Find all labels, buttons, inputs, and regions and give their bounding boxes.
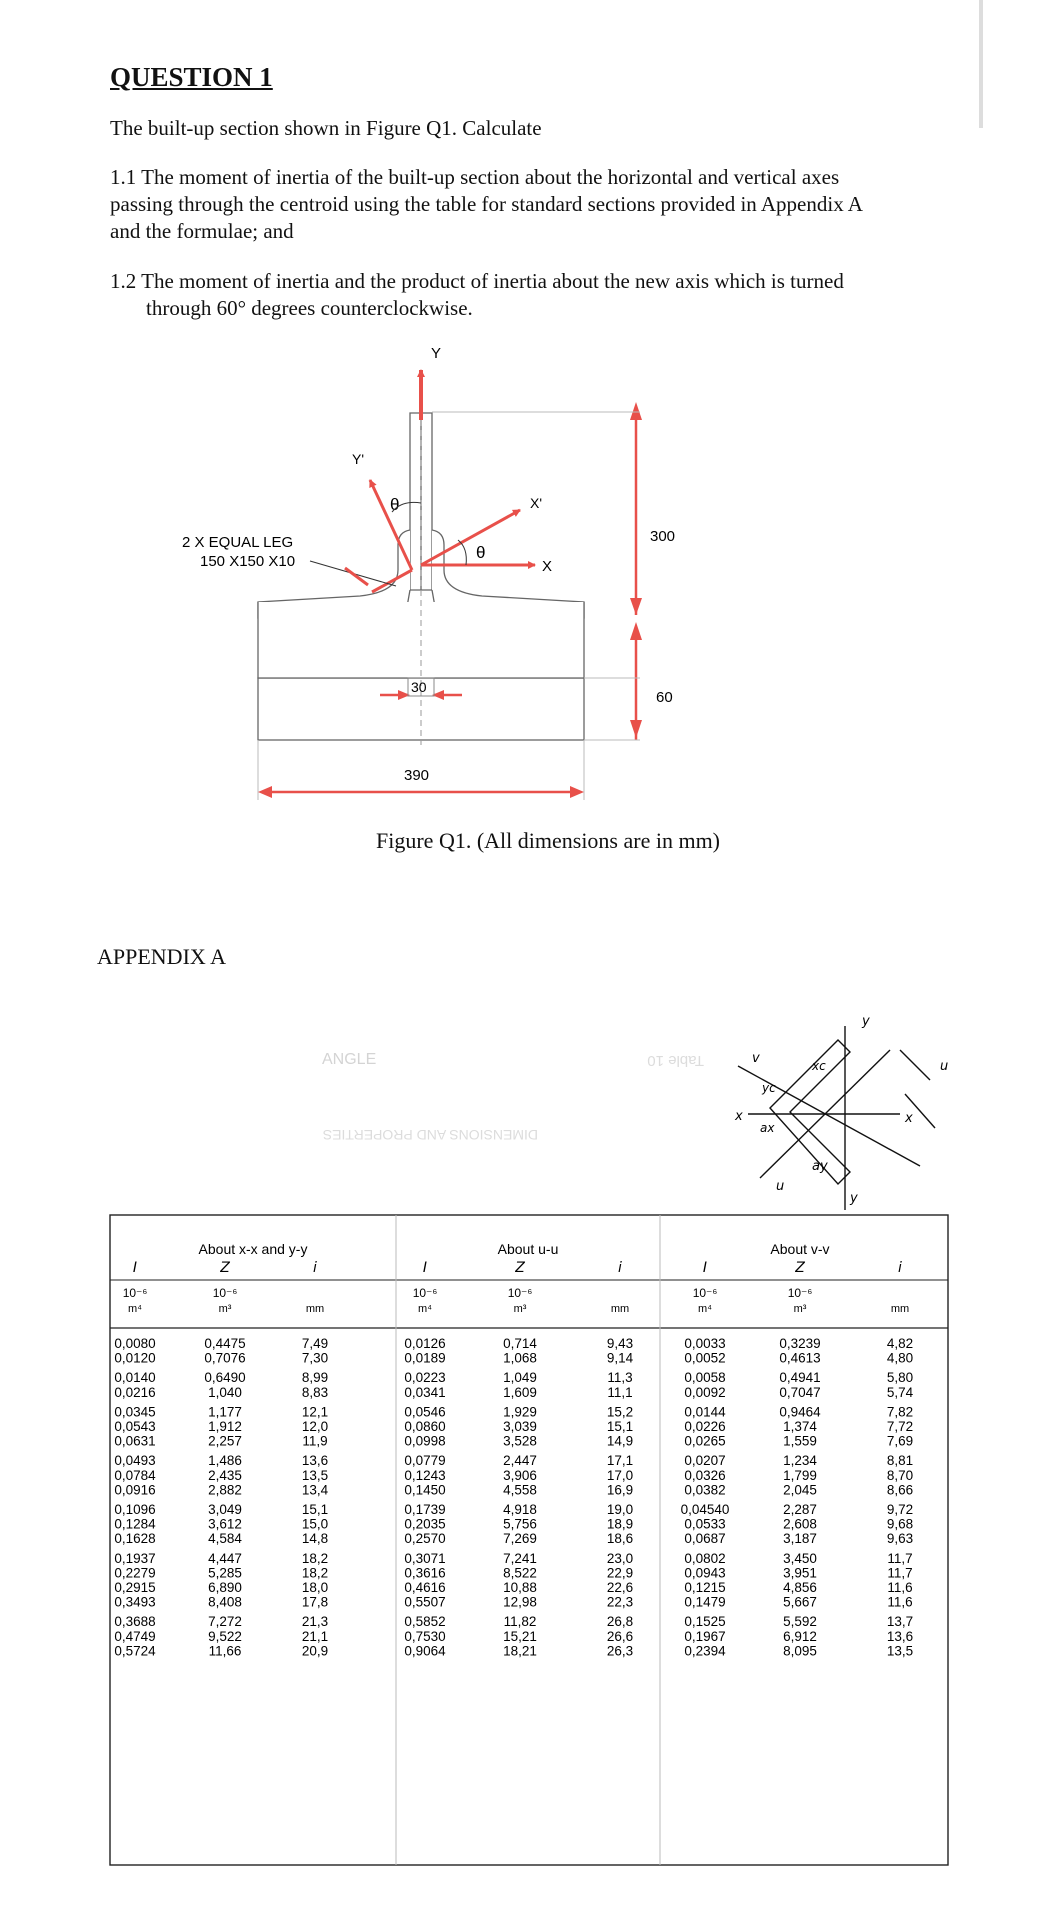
table-cell: 13,4 (301, 1482, 329, 1498)
table-cell: 0,4475 (204, 1336, 246, 1351)
table-cell: 1,234 (783, 1453, 817, 1469)
table-cell: 1,609 (503, 1384, 537, 1400)
table-cell: 21,3 (301, 1614, 329, 1630)
col-symbol: i (898, 1260, 902, 1276)
col-unit: m⁴ (698, 1303, 712, 1315)
table-cell: 9,43 (606, 1336, 634, 1351)
table-cell: 0,0493 (114, 1453, 156, 1469)
col-unit-scale: 10⁻⁶ (787, 1286, 813, 1300)
col-unit: mm (890, 1303, 910, 1315)
col-unit: m³ (218, 1303, 232, 1315)
figure-caption: Figure Q1. (All dimensions are in mm) (376, 828, 721, 853)
table-cell: 15,0 (301, 1516, 329, 1532)
y-prime-arrow (370, 480, 412, 570)
table-cell: 0,9464 (779, 1404, 821, 1420)
table-cell: 26,3 (606, 1643, 634, 1659)
table-cell: 3,187 (783, 1531, 817, 1547)
col-unit-scale: 10⁻⁶ (212, 1286, 238, 1300)
table-cell: 12,0 (301, 1419, 329, 1434)
table-cell: 18,9 (606, 1516, 634, 1532)
table-cell: 8,66 (886, 1482, 914, 1498)
table-cell: 18,2 (301, 1550, 329, 1566)
table-cell: 0,7530 (404, 1628, 446, 1644)
table-cell: 14,9 (606, 1433, 634, 1449)
table-cell: 0,4749 (114, 1628, 156, 1644)
item-2-line-1: 1.2 The moment of inertia and the product of inertia about the new axis which is turned (110, 269, 844, 293)
diagram-label-xc: xc (812, 1059, 826, 1073)
table-cell: 0,5852 (404, 1614, 446, 1630)
table-cell: 13,7 (886, 1614, 914, 1630)
table-cell: 4,558 (503, 1482, 537, 1498)
table-cell: 11,6 (887, 1594, 913, 1610)
table-cell: 21,1 (301, 1628, 329, 1644)
diagram-label-yc: yc (762, 1081, 776, 1095)
leg-label-1: 2 X EQUAL LEG (182, 534, 294, 551)
table-cell: 0,0860 (404, 1419, 446, 1434)
table-cell: 26,6 (606, 1628, 634, 1644)
table-cell: 10,88 (503, 1580, 537, 1595)
label-y-prime: Y' (352, 451, 365, 467)
table-cell: 0,0943 (684, 1565, 726, 1581)
dim-300-label: 300 (650, 528, 676, 545)
table-cell: 0,0543 (114, 1419, 156, 1434)
table-cell: 15,21 (503, 1628, 537, 1644)
table-cell: 0,0546 (404, 1404, 446, 1420)
table-cell: 3,049 (208, 1502, 242, 1517)
table-cell: 0,4613 (779, 1350, 821, 1366)
diagram-label-u: u (776, 1179, 785, 1194)
table-cell: 0,0998 (404, 1433, 446, 1449)
table-cell: 6,890 (208, 1580, 242, 1595)
table-cell: 4,856 (783, 1580, 817, 1595)
col-symbol: I (702, 1260, 708, 1276)
table-cell: 0,0189 (404, 1350, 446, 1366)
table-cell: 17,1 (606, 1453, 634, 1469)
table-cell: 1,912 (208, 1419, 242, 1434)
col-unit-scale: 10⁻⁶ (122, 1286, 148, 1300)
diagram-label-v: v (752, 1051, 760, 1066)
col-unit-scale: 10⁻⁶ (412, 1286, 438, 1300)
group-header-uu: About u-u (497, 1241, 559, 1257)
ghost-text-3: Table 10 (647, 1052, 704, 1069)
table-cell: 19,0 (606, 1502, 634, 1517)
table-cell: 0,0533 (684, 1516, 726, 1532)
table-cell: 2,435 (208, 1467, 242, 1483)
table-cell: 6,912 (783, 1628, 817, 1644)
diagram-label-u-top: u (940, 1059, 949, 1074)
table-cell: 12,98 (503, 1594, 537, 1610)
table-cell: 0,0092 (684, 1384, 726, 1400)
item-2-line-2: through 60° degrees counterclockwise. (146, 296, 473, 320)
group-header-vv: About v-v (770, 1241, 830, 1257)
table-cell: 0,0631 (114, 1433, 156, 1449)
table-cell: 15,1 (606, 1419, 634, 1434)
table-cell: 5,74 (886, 1384, 914, 1400)
table-cell: 0,1937 (114, 1550, 156, 1566)
table-cell: 0,0802 (684, 1550, 726, 1566)
table-cell: 4,447 (208, 1550, 242, 1566)
table-cell: 2,882 (208, 1482, 242, 1498)
col-symbol: i (313, 1260, 317, 1276)
dim-60-label: 60 (656, 689, 673, 706)
group-header-xy: About x-x and y-y (198, 1241, 308, 1257)
table-cell: 0,2915 (114, 1580, 156, 1595)
table-cell: 0,1967 (684, 1628, 726, 1644)
table-cell: 20,9 (301, 1643, 329, 1659)
table-cell: 23,0 (606, 1550, 634, 1566)
table-cell: 2,045 (783, 1482, 817, 1498)
table-cell: 0,0140 (114, 1370, 156, 1386)
item-1-line-3: and the formulae; and (110, 219, 294, 243)
table-cell: 0,1525 (684, 1614, 726, 1630)
table-cell: 3,450 (783, 1550, 817, 1566)
dim-30-label: 30 (411, 679, 427, 695)
table-cell: 7,49 (301, 1336, 329, 1351)
table-cell: 0,3071 (404, 1550, 446, 1566)
table-cell: 1,486 (208, 1453, 242, 1469)
diagram-label-x: x (735, 1109, 743, 1124)
label-x-prime: X' (530, 495, 543, 511)
table-cell: 0,0341 (404, 1384, 446, 1400)
table-cell: 8,522 (503, 1565, 537, 1581)
table-cell: 1,559 (783, 1433, 817, 1449)
col-unit-scale: 10⁻⁶ (507, 1286, 533, 1300)
table-cell: 14,8 (301, 1531, 329, 1547)
table-cell: 9,68 (886, 1516, 914, 1532)
table-cell: 13,5 (886, 1643, 914, 1659)
table-cell: 0,2394 (684, 1643, 726, 1659)
col-unit-scale: 10⁻⁶ (692, 1286, 718, 1300)
col-unit: m⁴ (128, 1303, 142, 1315)
table-cell: 0,0784 (114, 1467, 156, 1483)
diagram-label-ay: ay (812, 1159, 828, 1174)
table-cell: 8,83 (301, 1384, 329, 1400)
table-cell: 8,095 (783, 1643, 817, 1659)
diagram-label-y-top: y (862, 1014, 870, 1029)
table-cell: 18,21 (503, 1643, 537, 1659)
col-unit: mm (610, 1303, 630, 1315)
table-cell: 4,80 (886, 1350, 914, 1366)
table-cell: 0,0207 (684, 1453, 726, 1469)
question-item-2 (110, 268, 990, 322)
diagram-label-y-bottom: y (850, 1191, 858, 1206)
table-cell: 22,3 (606, 1594, 634, 1610)
ghost-text-2: DIMENSIONS AND PROPERTIES (322, 1127, 538, 1143)
table-cell: 0,2570 (404, 1531, 446, 1547)
table-cell: 0,0120 (114, 1350, 156, 1366)
table-cell: 0,7076 (204, 1350, 246, 1366)
scrollbar[interactable] (979, 0, 983, 128)
table-cell: 0,0052 (684, 1350, 726, 1366)
table-cell: 1,177 (208, 1404, 242, 1420)
table-cell: 7,82 (886, 1404, 914, 1420)
table-cell: 11,1 (607, 1384, 633, 1400)
table-cell: 8,408 (208, 1594, 242, 1610)
table-cell: 9,72 (886, 1502, 914, 1517)
table-cell: 0,1096 (114, 1502, 156, 1517)
table-cell: 0,0265 (684, 1433, 726, 1449)
table-cell: 11,7 (887, 1565, 913, 1581)
table-cell: 16,9 (606, 1482, 634, 1498)
table-cell: 0,0687 (684, 1531, 726, 1547)
item-1-line-1: 1.1 The moment of inertia of the built-up section about the horizontal and vertical axes (110, 165, 840, 189)
table-cell: 0,2035 (404, 1516, 446, 1532)
table-cell: 8,70 (886, 1467, 914, 1483)
table-cell: 9,522 (208, 1628, 242, 1644)
table-cell: 7,69 (886, 1433, 914, 1449)
diagram-label-ax: ax (760, 1121, 775, 1135)
table-cell: 0,5724 (114, 1643, 156, 1659)
table-cell: 3,906 (503, 1467, 537, 1483)
table-cell: 0,1628 (114, 1531, 156, 1547)
table-cell: 1,929 (503, 1404, 537, 1420)
table-cell: 7,241 (503, 1550, 537, 1566)
table-cell: 11,66 (208, 1643, 242, 1659)
table-cell: 18,6 (606, 1531, 634, 1547)
table-cell: 0,3688 (114, 1614, 156, 1630)
table-cell: 0,0144 (684, 1404, 726, 1420)
table-cell: 5,285 (208, 1565, 242, 1581)
table-cell: 7,269 (503, 1531, 537, 1547)
appendix-title: APPENDIX A (97, 944, 226, 969)
table-cell: 2,447 (503, 1453, 537, 1469)
item-1-line-2: passing through the centroid using the table for standard sections provided in Appendix A (110, 192, 863, 216)
table-cell: 15,2 (606, 1404, 634, 1420)
table-cell: 5,80 (886, 1370, 914, 1386)
table-cell: 0,1284 (114, 1516, 156, 1532)
table-cell: 0,6490 (204, 1370, 246, 1386)
table-cell: 13,5 (301, 1467, 329, 1483)
table-cell: 4,82 (886, 1336, 914, 1351)
table-cell: 1,049 (503, 1370, 537, 1386)
table-cell: 11,82 (503, 1614, 537, 1630)
col-unit: m³ (513, 1303, 527, 1315)
table-cell: 0,3616 (404, 1565, 446, 1581)
dim-390-label: 390 (404, 767, 430, 784)
table-cell: 4,584 (208, 1531, 242, 1547)
col-symbol: Z (795, 1260, 805, 1276)
table-cell: 7,272 (208, 1614, 242, 1630)
table-cell: 0,0916 (114, 1482, 156, 1498)
table-cell: 0,0779 (404, 1453, 446, 1469)
table-cell: 0,1215 (684, 1580, 726, 1595)
table-cell: 0,0216 (114, 1384, 156, 1400)
table-cell: 13,6 (301, 1453, 329, 1469)
table-cell: 11,7 (887, 1550, 913, 1566)
table-cell: 11,9 (302, 1433, 328, 1449)
question-intro: The built-up section shown in Figure Q1. Calculate (110, 116, 542, 140)
figure-q1 (0, 340, 1056, 820)
table-cell: 2,608 (783, 1516, 817, 1532)
table-cell: 11,6 (887, 1580, 913, 1595)
table-cell: 1,374 (783, 1419, 817, 1434)
ghost-text-1: ANGLE (322, 1051, 377, 1068)
table-cell: 0,4616 (404, 1580, 446, 1595)
table-cell: 0,0382 (684, 1482, 726, 1498)
table-cell: 0,714 (503, 1336, 537, 1351)
table-cell: 0,3239 (779, 1336, 821, 1351)
col-symbol: Z (220, 1260, 230, 1276)
table-cell: 1,068 (503, 1350, 537, 1366)
table-cell: 0,0345 (114, 1404, 156, 1420)
table-cell: 17,8 (301, 1594, 329, 1610)
table-cell: 15,1 (301, 1502, 329, 1517)
diagram-label-x-right: x (905, 1111, 913, 1126)
table-cell: 0,3493 (114, 1594, 156, 1610)
table-cell: 1,040 (208, 1384, 242, 1400)
table-cell: 0,7047 (779, 1384, 821, 1400)
leg-label-2: 150 X150 X10 (200, 553, 296, 570)
question-item-1 (110, 164, 990, 245)
table-cell: 7,72 (886, 1419, 914, 1434)
table-cell: 0,1739 (404, 1502, 446, 1517)
table-cell: 0,0326 (684, 1467, 726, 1483)
table-cell: 11,3 (607, 1370, 633, 1386)
table-cell: 9,14 (606, 1350, 634, 1366)
table-cell: 22,6 (606, 1580, 634, 1595)
table-cell: 0,0126 (404, 1336, 446, 1351)
table-cell: 7,30 (301, 1350, 329, 1366)
label-y: Y (431, 345, 442, 362)
table-cell: 22,9 (606, 1565, 634, 1581)
theta-label-1: θ (390, 495, 400, 514)
table-cell: 3,039 (503, 1419, 537, 1434)
table-cell: 5,667 (783, 1594, 817, 1610)
table-cell: 0,04540 (680, 1502, 730, 1517)
table-cell: 18,0 (301, 1580, 329, 1595)
table-cell: 3,612 (208, 1516, 242, 1532)
table-cell: 0,5507 (404, 1594, 446, 1610)
table-cell: 0,4941 (779, 1370, 821, 1386)
table-cell: 13,6 (886, 1628, 914, 1644)
table-cell: 8,99 (301, 1370, 329, 1386)
col-unit: mm (305, 1303, 325, 1315)
table-cell: 3,951 (783, 1565, 817, 1581)
table-cell: 0,2279 (114, 1565, 156, 1581)
col-symbol: i (618, 1260, 622, 1276)
table-cell: 18,2 (301, 1565, 329, 1581)
table-cell: 12,1 (301, 1404, 329, 1420)
table-cell: 0,9064 (404, 1643, 446, 1659)
table-cell: 2,287 (783, 1502, 817, 1517)
appendix-table (0, 1010, 1056, 1900)
table-cell: 0,1243 (404, 1467, 446, 1483)
theta-label-2: θ (476, 543, 486, 562)
table-cell: 9,63 (886, 1531, 914, 1547)
col-unit: m⁴ (418, 1303, 432, 1315)
table-cell: 1,799 (783, 1467, 817, 1483)
table-cell: 0,0033 (684, 1336, 726, 1351)
table-cell: 17,0 (606, 1467, 634, 1483)
col-symbol: Z (515, 1260, 525, 1276)
table-cell: 0,1479 (684, 1594, 726, 1610)
table-cell: 0,0223 (404, 1370, 446, 1386)
table-cell: 26,8 (606, 1614, 634, 1630)
table-cell: 0,0226 (684, 1419, 726, 1434)
col-symbol: I (422, 1260, 428, 1276)
col-unit: m³ (793, 1303, 807, 1315)
table-cell: 3,528 (503, 1433, 537, 1449)
label-x: X (542, 558, 553, 575)
table-cell: 2,257 (208, 1433, 242, 1449)
table-cell: 0,1450 (404, 1482, 446, 1498)
table-cell: 5,592 (783, 1614, 817, 1630)
table-cell: 5,756 (503, 1516, 537, 1532)
table-cell: 0,0058 (684, 1370, 726, 1386)
table-cell: 0,0080 (114, 1336, 156, 1351)
table-cell: 8,81 (886, 1453, 914, 1469)
table-cell: 4,918 (503, 1502, 537, 1517)
col-symbol: I (132, 1260, 138, 1276)
question-title: QUESTION 1 (110, 62, 273, 92)
